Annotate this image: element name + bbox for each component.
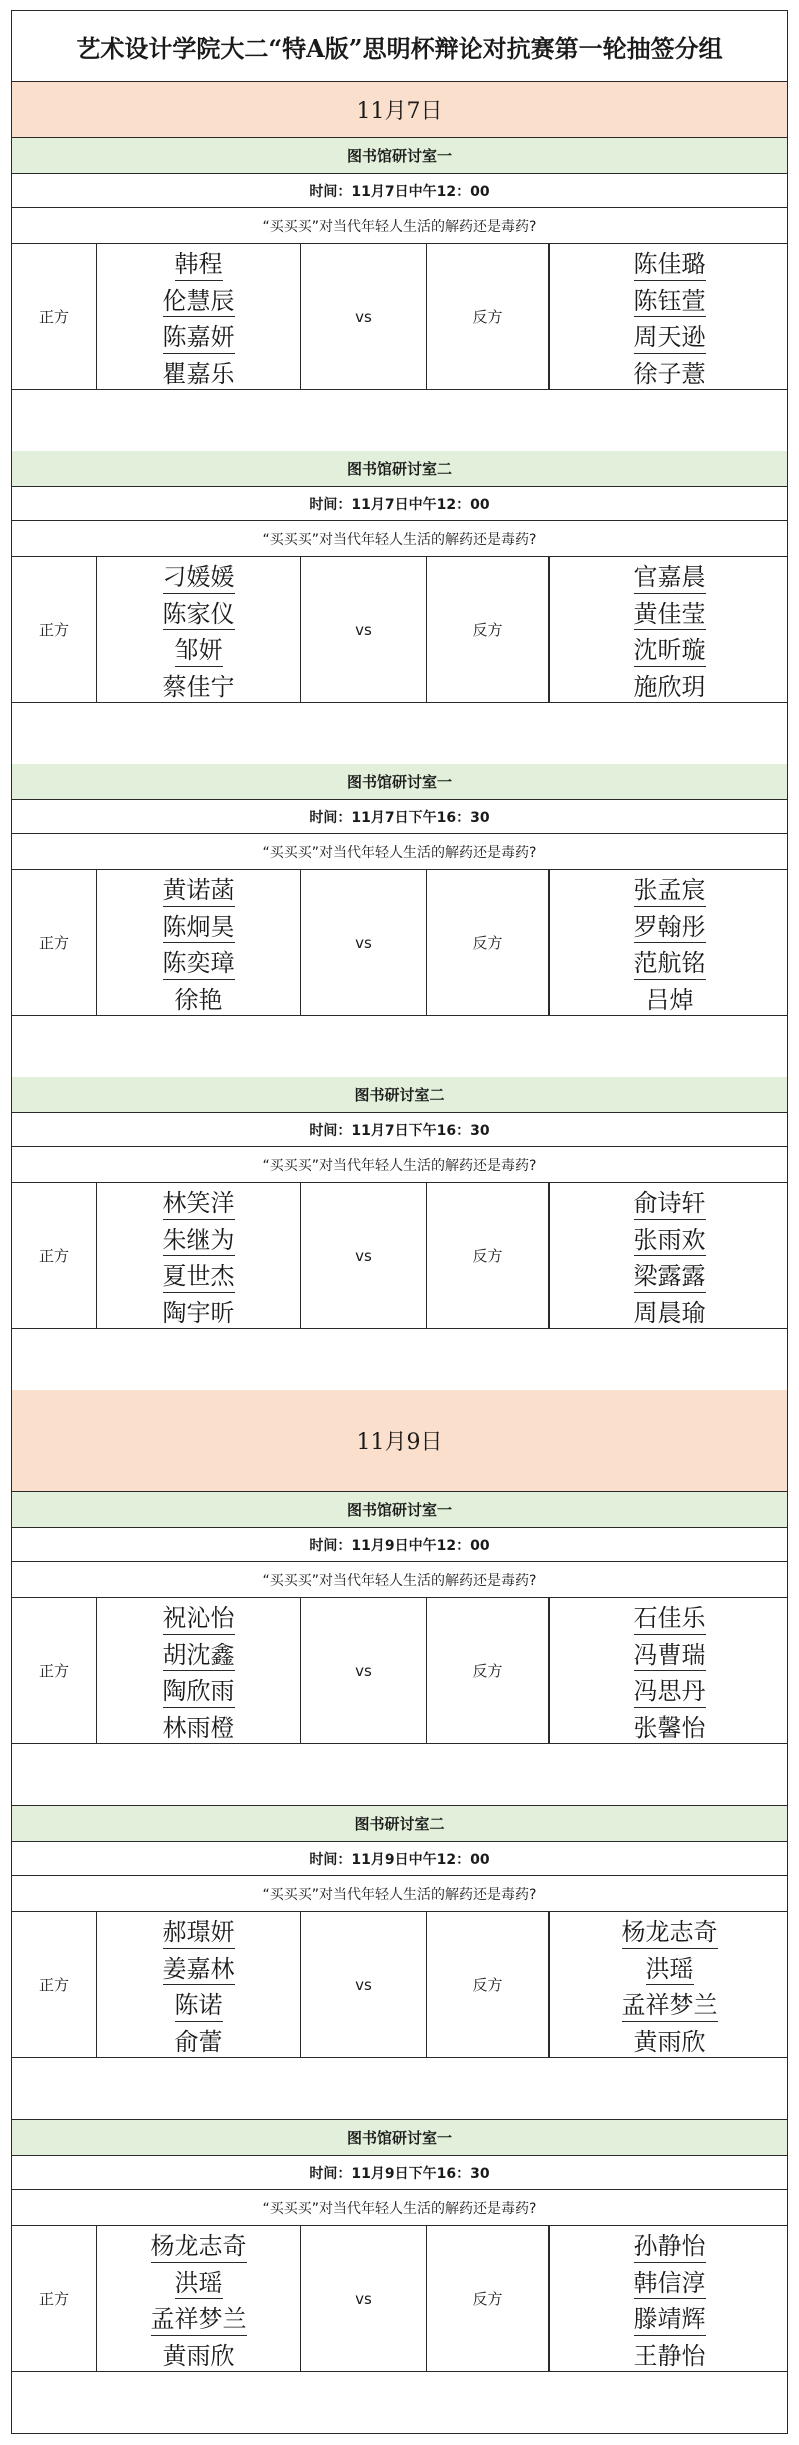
con-team-names <box>549 870 789 1015</box>
con-side-label: 反方 <box>427 244 549 389</box>
con-side-label: 反方 <box>427 2226 549 2371</box>
pro-debater-name: 韩程 <box>175 244 223 281</box>
pro-team-names <box>96 870 301 1015</box>
pro-team-names <box>96 2226 301 2371</box>
con-debater-name: 俞诗轩 <box>634 1183 706 1220</box>
con-debater-name: 黄佳莹 <box>634 594 706 631</box>
con-debater-name: 孟祥梦兰 <box>622 1985 718 2022</box>
pro-debater-name: 朱继为 <box>163 1220 235 1257</box>
pro-side-label: 正方 <box>38 1976 69 1994</box>
con-debater-name: 韩信淳 <box>634 2263 706 2300</box>
con-debater-name: 石佳乐 <box>634 1598 706 1635</box>
con-debater-name: 沈昕璇 <box>634 630 706 667</box>
con-debater-name: 黄雨欣 <box>633 2027 706 2056</box>
pro-side-label: 正方 <box>38 934 69 952</box>
debate-topic: “买买买”对当代年轻人生活的解药还是毒药? <box>11 1147 788 1183</box>
pro-debater-name: 洪瑶 <box>175 2263 223 2300</box>
pro-debater-name: 姜嘉林 <box>163 1949 235 1986</box>
venue-label: 图书馆研讨室二 <box>11 451 788 487</box>
con-debater-name: 罗翰彤 <box>634 907 706 944</box>
matchup <box>11 1912 788 2058</box>
versus-label: vs <box>301 870 427 1015</box>
con-debater-name: 官嘉晨 <box>634 557 706 594</box>
match-time: 时间：11月9日下午16：30 <box>11 2156 788 2190</box>
pro-debater-name: 夏世杰 <box>163 1256 235 1293</box>
debate-topic: “买买买”对当代年轻人生活的解药还是毒药? <box>11 208 788 244</box>
pro-debater-name: 杨龙志奇 <box>151 2226 247 2263</box>
con-team-names <box>549 2226 789 2371</box>
blank-row <box>11 2372 788 2434</box>
versus-label: vs <box>301 1912 427 2057</box>
pro-side-label: 正方 <box>38 1662 69 1680</box>
debate-topic: “买买买”对当代年轻人生活的解药还是毒药? <box>11 1562 788 1598</box>
venue-label: 图书馆研讨室一 <box>11 1492 788 1528</box>
page-title: 艺术设计学院大二“特A版”思明杯辩论对抗赛第一轮抽签分组 <box>11 10 788 82</box>
con-debater-name: 杨龙志奇 <box>622 1912 718 1949</box>
matchup <box>11 244 788 390</box>
blank-row <box>11 390 788 452</box>
pro-debater-name: 祝沁怡 <box>163 1598 235 1635</box>
venue-label: 图书馆研讨室一 <box>11 764 788 800</box>
versus-label: vs <box>301 1598 427 1743</box>
pro-debater-name: 陶欣雨 <box>163 1671 235 1708</box>
debate-topic: “买买买”对当代年轻人生活的解药还是毒药? <box>11 2190 788 2226</box>
con-side-label: 反方 <box>427 1183 549 1328</box>
con-debater-name: 范航铭 <box>634 943 706 980</box>
con-debater-name: 冯曹瑞 <box>634 1635 706 1672</box>
blank-row <box>11 703 788 765</box>
pro-debater-name: 刁媛媛 <box>163 557 235 594</box>
con-debater-name: 吕焯 <box>645 985 694 1014</box>
pro-side-label: 正方 <box>38 2290 69 2308</box>
con-debater-name: 张孟宸 <box>634 870 706 907</box>
match-time: 时间：11月7日中午12：00 <box>11 174 788 208</box>
versus-label: vs <box>301 1183 427 1328</box>
matchup <box>11 870 788 1016</box>
con-side-label: 反方 <box>427 1912 549 2057</box>
match-time: 时间：11月7日下午16：30 <box>11 1113 788 1147</box>
date-header: 11月7日 <box>11 82 788 138</box>
con-debater-name: 周晨瑜 <box>633 1298 706 1327</box>
pro-debater-name: 黄雨欣 <box>162 2341 235 2370</box>
con-debater-name: 梁露露 <box>634 1256 706 1293</box>
venue-label: 图书研讨室二 <box>11 1806 788 1842</box>
pro-team-names <box>96 557 301 702</box>
pro-side-label: 正方 <box>38 621 69 639</box>
match-time: 时间：11月7日中午12：00 <box>11 487 788 521</box>
blank-row <box>11 1016 788 1078</box>
con-debater-name: 张雨欢 <box>634 1220 706 1257</box>
pro-debater-name: 黄诺菡 <box>163 870 235 907</box>
con-side-label: 反方 <box>427 557 549 702</box>
con-debater-name: 滕靖辉 <box>634 2299 706 2336</box>
matchup <box>11 1598 788 1744</box>
con-debater-name: 王静怡 <box>633 2341 706 2370</box>
pro-side-label: 正方 <box>38 1247 69 1265</box>
matchup <box>11 557 788 703</box>
pro-debater-name: 伦慧辰 <box>163 281 235 318</box>
blank-row <box>11 1744 788 1806</box>
con-debater-name: 施欣玥 <box>633 672 706 701</box>
con-team-names <box>549 1183 789 1328</box>
con-debater-name: 陈钰萱 <box>634 281 706 318</box>
pro-team-names <box>96 1183 301 1328</box>
con-team-names <box>549 1912 789 2057</box>
pro-debater-name: 陈诺 <box>175 1985 223 2022</box>
debate-topic: “买买买”对当代年轻人生活的解药还是毒药? <box>11 521 788 557</box>
pro-team-names <box>96 244 301 389</box>
pro-debater-name: 俞蕾 <box>174 2027 223 2056</box>
versus-label: vs <box>301 244 427 389</box>
match-time: 时间：11月9日中午12：00 <box>11 1842 788 1876</box>
con-team-names <box>549 557 789 702</box>
con-debater-name: 周天逊 <box>634 317 706 354</box>
pro-debater-name: 胡沈鑫 <box>163 1635 235 1672</box>
con-debater-name: 徐子薏 <box>633 359 706 388</box>
pro-debater-name: 陶宇昕 <box>162 1298 235 1327</box>
versus-label: vs <box>301 2226 427 2371</box>
match-time: 时间：11月7日下午16：30 <box>11 800 788 834</box>
pro-debater-name: 瞿嘉乐 <box>162 359 235 388</box>
blank-row <box>11 2058 788 2120</box>
matchup <box>11 2226 788 2372</box>
con-debater-name: 张馨怡 <box>633 1713 706 1742</box>
venue-label: 图书馆研讨室一 <box>11 138 788 174</box>
pro-debater-name: 林雨橙 <box>162 1713 235 1742</box>
debate-topic: “买买买”对当代年轻人生活的解药还是毒药? <box>11 834 788 870</box>
pro-side-label: 正方 <box>38 308 69 326</box>
pro-debater-name: 陈炯昊 <box>163 907 235 944</box>
con-side-label: 反方 <box>427 870 549 1015</box>
versus-label: vs <box>301 557 427 702</box>
con-side-label: 反方 <box>427 1598 549 1743</box>
con-debater-name: 冯思丹 <box>634 1671 706 1708</box>
pro-debater-name: 陈奕璋 <box>163 943 235 980</box>
pro-team-names <box>96 1912 301 2057</box>
con-team-names <box>549 1598 789 1743</box>
matchup <box>11 1183 788 1329</box>
con-debater-name: 洪瑶 <box>646 1949 694 1986</box>
con-team-names <box>549 244 789 389</box>
venue-label: 图书研讨室二 <box>11 1077 788 1113</box>
pro-debater-name: 孟祥梦兰 <box>151 2299 247 2336</box>
pro-debater-name: 陈家仪 <box>163 594 235 631</box>
pro-debater-name: 郝璟妍 <box>163 1912 235 1949</box>
pro-debater-name: 陈嘉妍 <box>163 317 235 354</box>
pro-debater-name: 邹妍 <box>175 630 223 667</box>
pro-debater-name: 徐艳 <box>174 985 223 1014</box>
match-time: 时间：11月9日中午12：00 <box>11 1528 788 1562</box>
pro-team-names <box>96 1598 301 1743</box>
debate-topic: “买买买”对当代年轻人生活的解药还是毒药? <box>11 1876 788 1912</box>
venue-label: 图书馆研讨室一 <box>11 2120 788 2156</box>
con-debater-name: 孙静怡 <box>634 2226 706 2263</box>
pro-debater-name: 林笑洋 <box>163 1183 235 1220</box>
date-header: 11月9日 <box>11 1390 788 1492</box>
pro-debater-name: 蔡佳宁 <box>162 672 235 701</box>
con-debater-name: 陈佳璐 <box>634 244 706 281</box>
blank-row <box>11 1329 788 1391</box>
